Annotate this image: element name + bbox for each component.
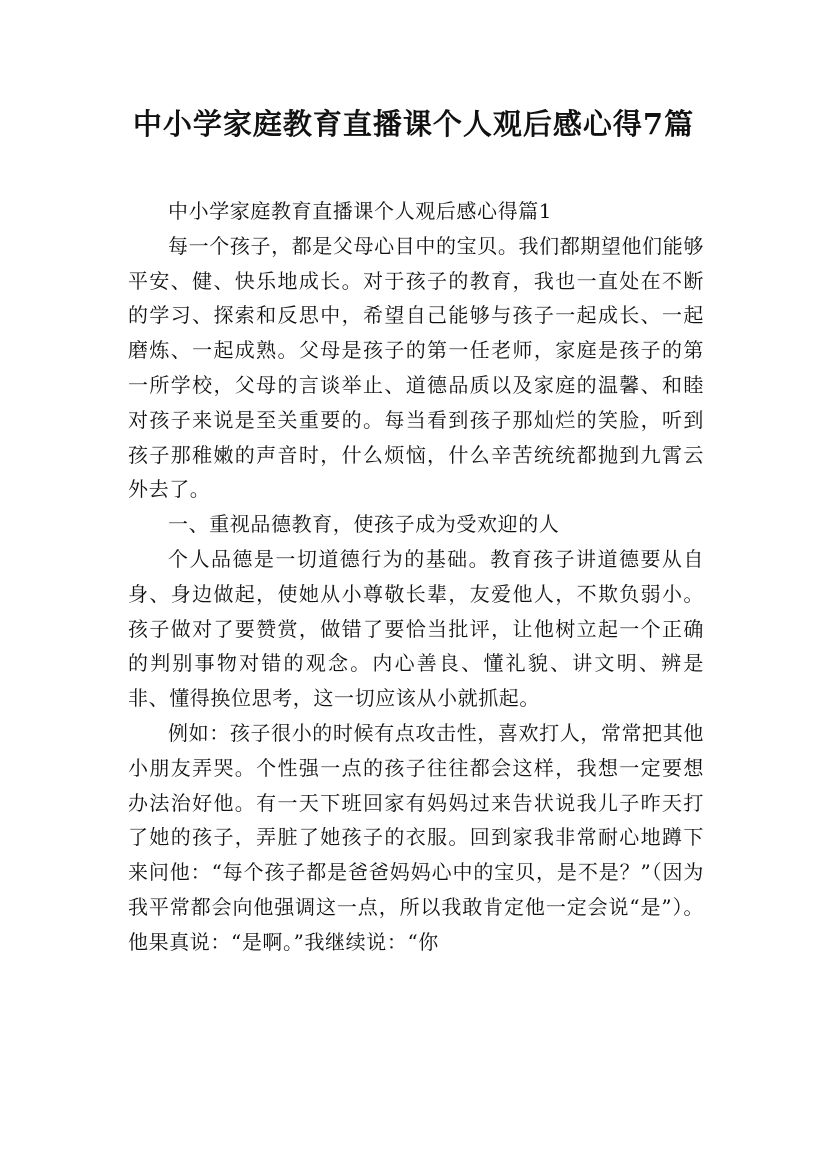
document-body — [128, 194, 704, 960]
paragraph-3: 例如：孩子很小的时候有点攻击性，喜欢打人，常常把其他小朋友弄哭。个性强一点的孩子往往都会这样，我想一定要想办法治好他。有一天下班回家有妈妈过来告状说我儿子昨天打了她的孩子，弄脏了她孩子的衣服。回到家我非常耐心地蹲下来问他：“每个孩子都是爸爸妈妈心中的宝贝，是不是？”（因为我平常都会向他强调这一点，所以我敢肯定他一定会说“是”）。他果真说：“是啊。”我继续说：“你 — [128, 720, 704, 954]
paragraph-1: 每一个孩子，都是父母心目中的宝贝。我们都期望他们能够平安、健、快乐地成长。对于孩子的教育，我也一直处在不断的学习、探索和反思中，希望自己能够与孩子一起成长、一起磨炼、一起成熟。父母是孩子的第一任老师，家庭是孩子的第一所学校，父母的言谈举止、道德品质以及家庭的温馨、和睦对孩子来说是至关重要的。每当看到孩子那灿烂的笑脸，听到孩子那稚嫩的声音时，什么烦恼，什么辛苦统统都抛到九霄云外去了。 — [128, 233, 704, 502]
section-heading: 中小学家庭教育直播课个人观后感心得篇1 — [168, 199, 553, 223]
paragraph-2: 个人品德是一切道德行为的基础。教育孩子讲道德要从自身、身边做起，使她从小尊敬长辈，友爱他人，不欺负弱小。孩子做对了要赞赏，做错了要恰当批评，让他树立起一个正确的判别事物对错的观念。内心善良、懂礼貌、讲文明、辨是非、懂得换位思考，这一切应该从小就抓起。 — [128, 546, 704, 711]
document-title: 中小学家庭教育直播课个人观后感心得7篇 — [132, 107, 695, 141]
subheading-1: 一、重视品德教育，使孩子成为受欢迎的人 — [168, 512, 560, 537]
